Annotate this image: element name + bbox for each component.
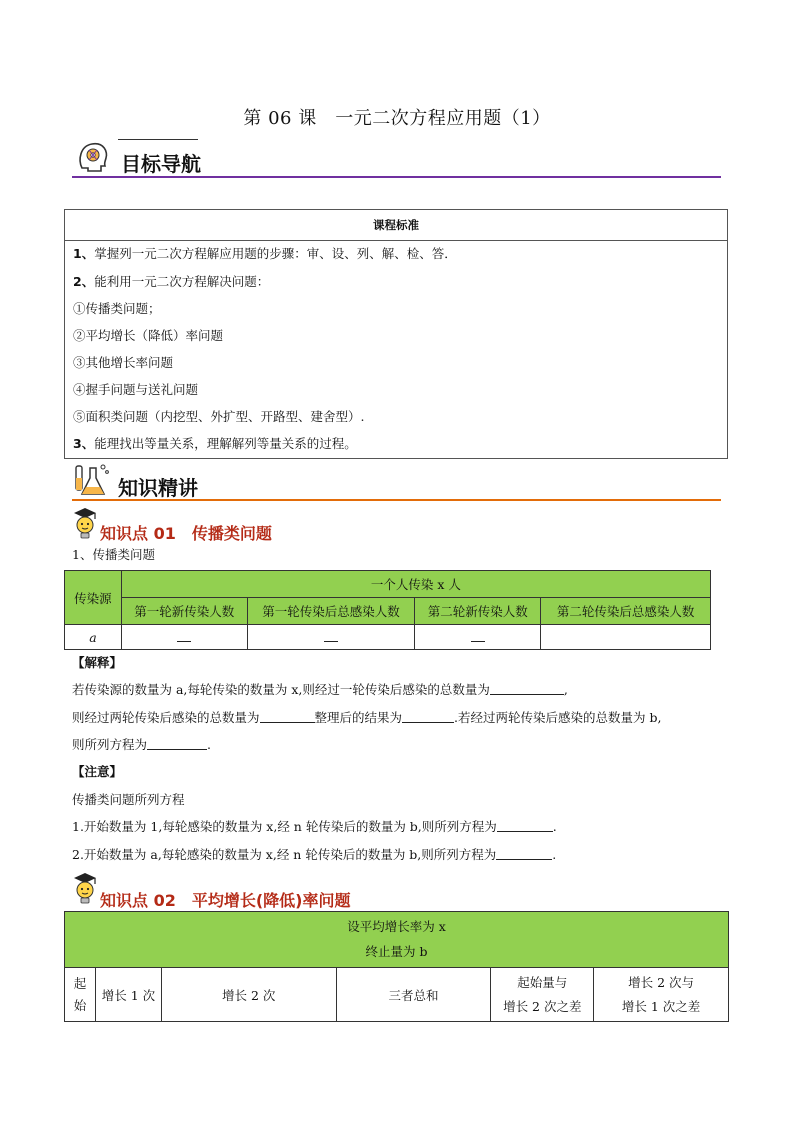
spread-table-blank-1 xyxy=(121,625,247,650)
lightbulb-grad-icon xyxy=(70,870,100,906)
standard-line-2-1: ①传播类问题； xyxy=(73,301,161,316)
spread-table-group-header: 一个人传染 x 人 xyxy=(121,571,710,598)
growth-table-col-4: 起始量与 增长 2 次之差 xyxy=(491,968,594,1022)
answer-blank[interactable] xyxy=(490,682,564,695)
answer-blank[interactable] xyxy=(147,737,207,750)
note-label: 【注意】 xyxy=(72,764,123,779)
note-line-1: 1.开始数量为 1,每轮感染的数量为 x,经 n 轮传染后的数量为 b,则所列方程为 . xyxy=(72,819,557,834)
section-title-knowledge: 知识精讲 xyxy=(118,476,198,500)
standard-line-1: 1、掌握列一元二次方程解应用题的步骤：审、设、列、解、检、答． xyxy=(73,246,457,261)
spread-table xyxy=(64,570,711,650)
spread-table-row-label: a xyxy=(65,625,122,650)
section-title-overline xyxy=(118,139,198,140)
growth-table-start: 起始 xyxy=(65,968,96,1022)
standard-line-2: 2、能利用一元二次方程解决问题： xyxy=(73,274,270,289)
spread-table-col-2: 第一轮传染后总感染人数 xyxy=(247,598,415,625)
note-intro: 传播类问题所列方程 xyxy=(72,792,185,807)
kp2-title: 知识点 02 平均增长(降低)率问题 xyxy=(100,891,351,910)
spread-table-blank-2 xyxy=(247,625,415,650)
spread-table-col-1: 第一轮新传染人数 xyxy=(121,598,247,625)
standard-line-2-5: ⑤面积类问题（内挖型、外扩型、开路型、建舍型）. xyxy=(73,409,365,424)
explain-label: 【解释】 xyxy=(72,655,123,670)
note-line-2: 2.开始数量为 a,每轮感染的数量为 x,经 n 轮传染后的数量为 b,则所列方程为 . xyxy=(72,847,557,862)
flask-icon xyxy=(70,462,112,500)
kp1-title: 知识点 01 传播类问题 xyxy=(100,524,272,543)
standard-line-2-4: ④握手问题与送礼问题 xyxy=(73,382,199,397)
growth-table-col-3: 三者总和 xyxy=(336,968,491,1022)
growth-table-header: 设平均增长率为 x 终止量为 b xyxy=(65,912,729,968)
answer-blank[interactable] xyxy=(402,710,454,723)
spread-table-col-3: 第二轮新传染人数 xyxy=(415,598,541,625)
answer-blank[interactable] xyxy=(260,710,315,723)
explain-line-3: 则所列方程为 . xyxy=(72,737,211,752)
spread-table-blank-4 xyxy=(541,625,711,650)
page-title: 第 06 课 一元二次方程应用题（1） xyxy=(243,108,551,129)
explain-line-2: 则经过两轮传染后感染的总数量为 整理后的结果为 .若经过两轮传染后感染的总数量为 b, xyxy=(72,710,662,725)
growth-table-col-2: 增长 2 次 xyxy=(161,968,336,1022)
standard-line-3: 3、能理找出等量关系，理解解列等量关系的过程。 xyxy=(73,436,357,451)
answer-blank[interactable] xyxy=(496,847,552,860)
growth-table-col-1: 增长 1 次 xyxy=(95,968,161,1022)
head-gear-icon xyxy=(74,138,112,176)
section-title-goals: 目标导航 xyxy=(121,152,201,176)
curriculum-standards-box xyxy=(64,209,728,459)
lightbulb-grad-icon xyxy=(70,505,100,541)
kp1-subtitle: 1、传播类问题 xyxy=(72,547,155,562)
growth-table xyxy=(64,911,729,1022)
standard-line-2-3: ③其他增长率问题 xyxy=(73,355,174,370)
explain-line-1: 若传染源的数量为 a,每轮传染的数量为 x,则经过一轮传染后感染的总数量为 , xyxy=(72,682,568,697)
standard-line-2-2: ②平均增长（降低）率问题 xyxy=(73,328,224,343)
growth-table-col-5: 增长 2 次与 增长 1 次之差 xyxy=(594,968,729,1022)
section-rule-goals xyxy=(72,176,721,178)
spread-table-source-header: 传染源 xyxy=(65,571,122,625)
section-rule-knowledge xyxy=(72,499,721,501)
spread-table-col-4: 第二轮传染后总感染人数 xyxy=(541,598,711,625)
spread-table-blank-3 xyxy=(415,625,541,650)
standards-header: 课程标准 xyxy=(65,210,727,241)
answer-blank[interactable] xyxy=(497,819,553,832)
